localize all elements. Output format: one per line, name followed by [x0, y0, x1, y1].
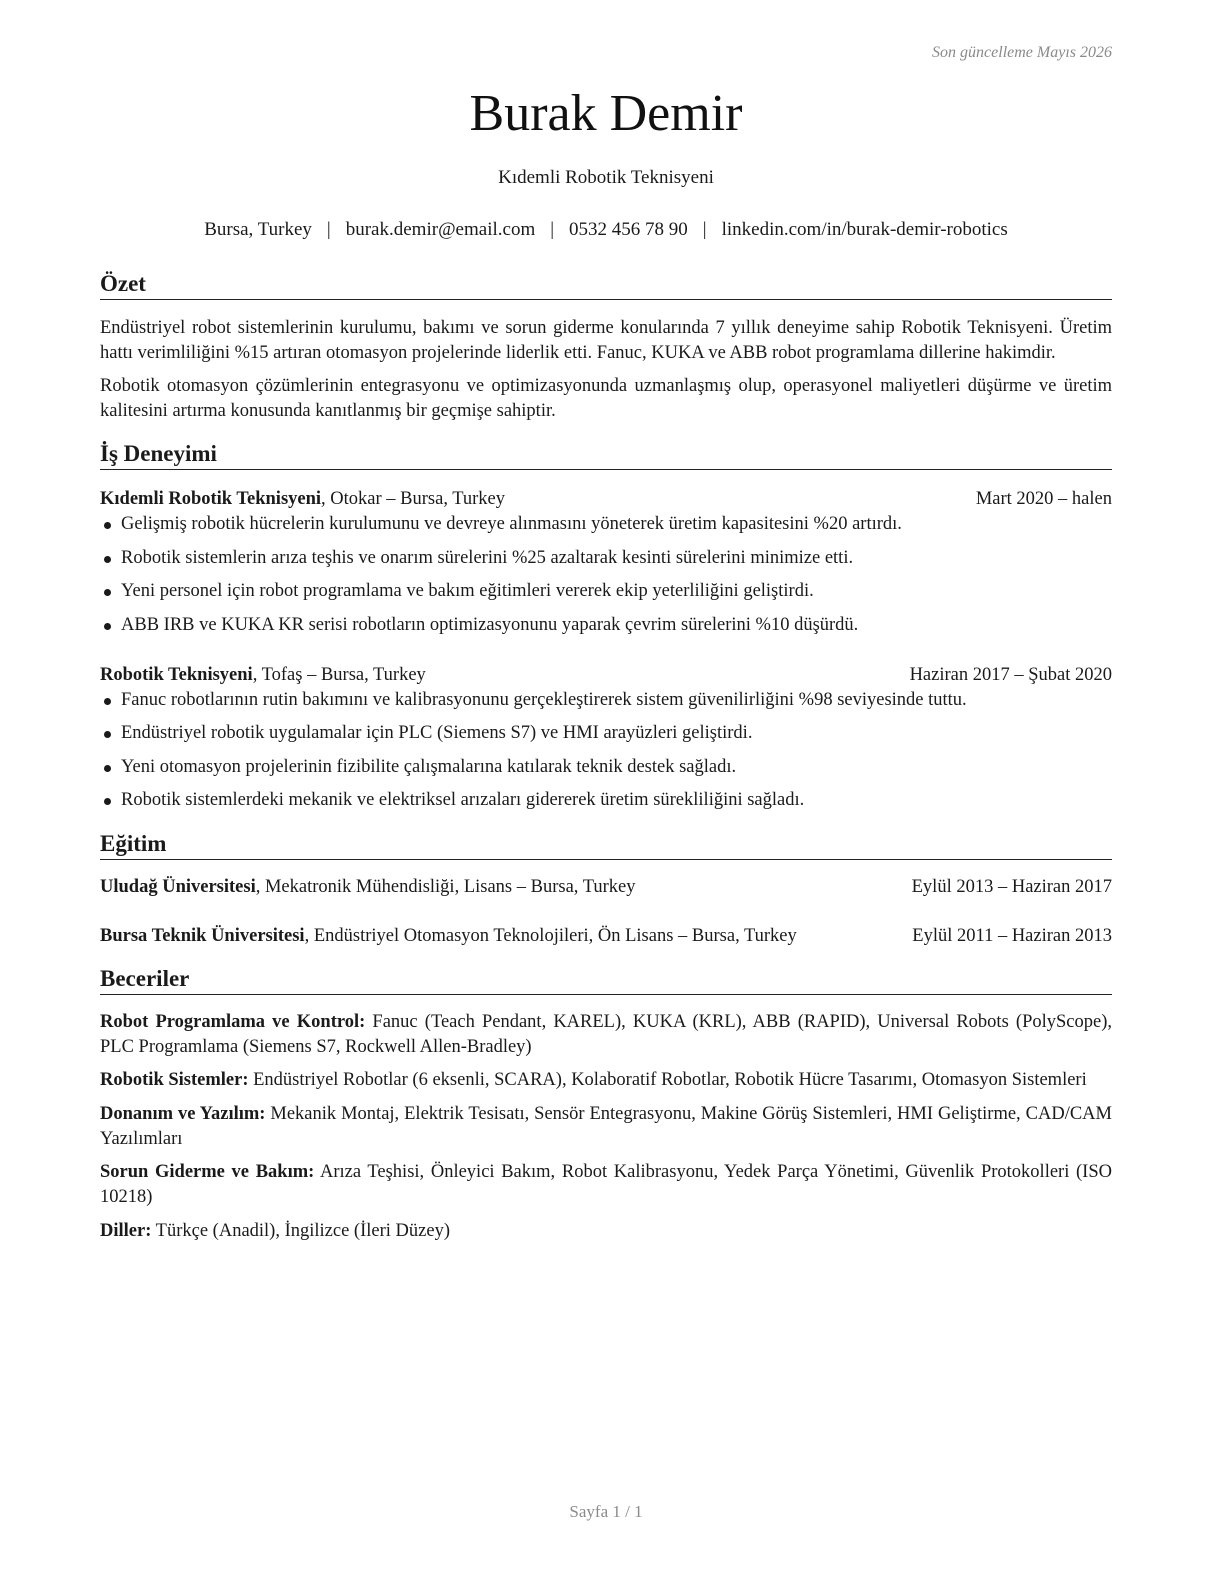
- job-bullet: Endüstriyel robotik uygulamalar için PLC (Siemens S7) ve HMI arayüzleri geliştirdi.: [100, 721, 1112, 746]
- page-number: Sayfa 1 / 1: [569, 1502, 643, 1521]
- education-school: Bursa Teknik Üniversitesi: [100, 925, 305, 946]
- job-entry: [100, 663, 1112, 814]
- skill-group: [100, 1160, 1112, 1210]
- education-entry: [100, 924, 1112, 949]
- contact-line: [100, 219, 1112, 241]
- skill-value: Arıza Teşhisi, Önleyici Bakım, Robot Kalibrasyonu, Yedek Parça Yönetimi, Güvenlik Protokolleri (ISO 10218): [100, 1162, 1112, 1207]
- skills-title: Beceriler: [100, 965, 1112, 995]
- education-entry: [100, 875, 1112, 900]
- separator: |: [702, 219, 707, 240]
- headline: Kıdemli Robotik Teknisyeni: [498, 167, 714, 188]
- skill-label: Robot Programlama ve Kontrol:: [100, 1011, 366, 1032]
- summary-paragraph: Endüstriyel robot sistemlerinin kurulumu, bakımı ve sorun giderme konularında 7 yıllık deneyime sahip Robotik Teknisyeni. Üretim hattı verimliliğini %15 artıran otomasyon projelerinde liderlik etti. Fanuc, KUKA ve ABB robot programlama dillerine hakimdir.: [100, 318, 1112, 363]
- job-title-line: [100, 487, 505, 512]
- education-title: Eğitim: [100, 830, 1112, 860]
- skill-label: Robotik Sistemler:: [100, 1070, 249, 1090]
- job-bullet: Robotik sistemlerdeki mekanik ve elektriksel arızaları gidererek üretim sürekliliğini sağladı.: [100, 788, 1112, 813]
- job-bullet: Robotik sistemlerin arıza teşhis ve onarım sürelerini %25 azaltarak kesinti sürelerini minimize etti.: [100, 546, 1112, 571]
- job-dates: Haziran 2017 – Şubat 2020: [909, 664, 1112, 685]
- skills-section: [100, 965, 1112, 1244]
- contact-location: Bursa, Turkey: [204, 219, 312, 240]
- contact-email[interactable]: burak.demir@email.com: [345, 219, 536, 240]
- skill-value: Türkçe (Anadil), İngilizce (İleri Düzey): [151, 1220, 450, 1241]
- contact-phone: 0532 456 78 90: [569, 219, 688, 240]
- job-company: , Otokar – Bursa, Turkey: [321, 489, 506, 509]
- education-dates: Eylül 2011 – Haziran 2013: [912, 925, 1112, 946]
- job-bullets: [100, 512, 1112, 638]
- skill-label: Sorun Giderme ve Bakım:: [100, 1162, 315, 1182]
- skill-group: [100, 1010, 1112, 1060]
- education-details: , Mekatronik Mühendisliği, Lisans – Bursa, Turkey: [255, 876, 636, 897]
- job-role: Robotik Teknisyeni: [100, 664, 253, 685]
- education-school-line: [100, 875, 878, 900]
- contact-linkedin[interactable]: linkedin.com/in/burak-demir-robotics: [721, 219, 1008, 240]
- job-entry: [100, 487, 1112, 638]
- summary-title: Özet: [100, 270, 1112, 300]
- job-bullet: Yeni otomasyon projelerinin fizibilite çalışmalarına katılarak teknik destek sağladı.: [100, 755, 1112, 780]
- education-dates: Eylül 2013 – Haziran 2017: [911, 876, 1112, 897]
- education-school-line: [100, 924, 878, 949]
- job-title-line: [100, 663, 426, 688]
- candidate-name: Burak Demir: [469, 85, 743, 142]
- education-section: [100, 830, 1112, 949]
- skill-group: [100, 1068, 1112, 1093]
- skill-value: Endüstriyel Robotlar (6 eksenli, SCARA), Kolaboratif Robotlar, Robotik Hücre Tasarımı, Otomasyon Sistemleri: [248, 1070, 1087, 1090]
- job-dates: Mart 2020 – halen: [975, 489, 1112, 509]
- skill-group: [100, 1219, 1112, 1244]
- last-updated: Son güncelleme Mayıs 2026: [932, 44, 1112, 61]
- resume-page: [100, 0, 1112, 1584]
- skill-label: Diller:: [100, 1220, 152, 1241]
- skill-value: Fanuc (Teach Pendant, KAREL), KUKA (KRL), ABB (RAPID), Universal Robots (PolyScope), PLC Programlama (Siemens S7, Rockwell Allen-Bradley): [100, 1011, 1112, 1057]
- experience-title: İş Deneyimi: [100, 440, 1112, 470]
- job-bullet: Fanuc robotlarının rutin bakımını ve kalibrasyonunu gerçekleştirerek sistem güvenilirliğini %98 seviyesinde tuttu.: [100, 688, 1112, 713]
- job-header: [100, 663, 1112, 688]
- experience-section: [100, 440, 1112, 813]
- summary-section: [100, 270, 1112, 424]
- resume-content: [100, 270, 1112, 1252]
- education-details: , Endüstriyel Otomasyon Teknolojileri, Ön Lisans – Bursa, Turkey: [304, 925, 797, 946]
- job-header: [100, 487, 1112, 512]
- summary-paragraph: Robotik otomasyon çözümlerinin entegrasyonu ve optimizasyonunda uzmanlaşmış olup, operasyonel maliyetleri düşürme ve üretim kalitesini artırma konusunda kanıtlanmış bir geçmişe sahiptir.: [100, 376, 1112, 421]
- separator: |: [326, 219, 331, 240]
- separator: |: [550, 219, 555, 240]
- skill-value: Mekanik Montaj, Elektrik Tesisatı, Sensör Entegrasyonu, Makine Görüş Sistemleri, HMI Geliştirme, CAD/CAM Yazılımları: [100, 1103, 1112, 1149]
- job-bullet: Gelişmiş robotik hücrelerin kurulumunu ve devreye alınmasını yöneterek üretim kapasitesini %20 artırdı.: [100, 512, 1112, 537]
- education-school: Uludağ Üniversitesi: [100, 876, 256, 897]
- job-bullets: [100, 688, 1112, 814]
- job-bullet: Yeni personel için robot programlama ve bakım eğitimleri vererek ekip yeterliliğini geliştirdi.: [100, 579, 1112, 604]
- job-company: , Tofaş – Bursa, Turkey: [252, 664, 426, 685]
- skill-group: [100, 1102, 1112, 1152]
- job-role: Kıdemli Robotik Teknisyeni: [100, 489, 322, 509]
- skill-label: Donanım ve Yazılım:: [100, 1103, 266, 1124]
- job-bullet: ABB IRB ve KUKA KR serisi robotların optimizasyonunu yaparak çevrim sürelerini %10 düşürdü.: [100, 613, 1112, 638]
